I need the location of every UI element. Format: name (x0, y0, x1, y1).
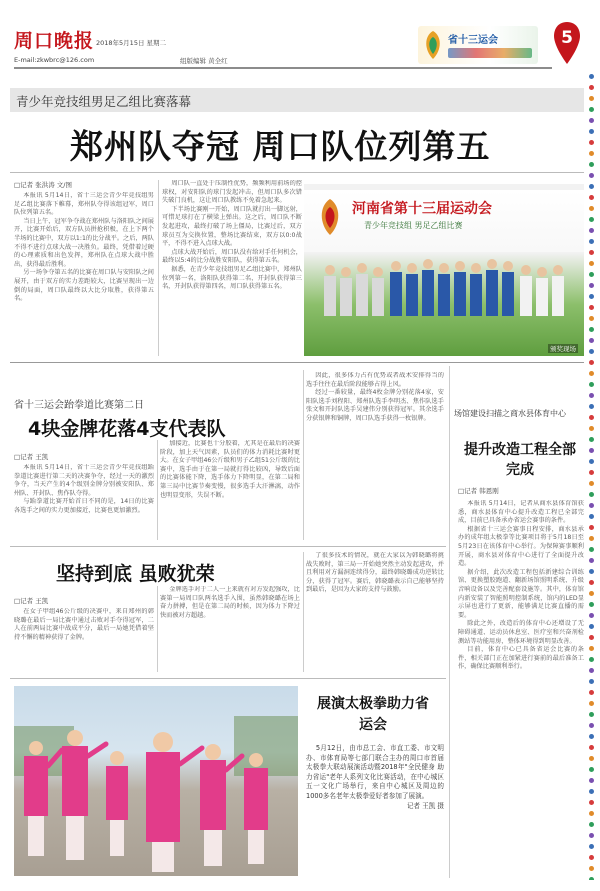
side-dot (589, 613, 594, 618)
story2-kicker: 省十三运会跆拳道比赛第二日 (14, 400, 144, 411)
side-dot (589, 734, 594, 739)
side-dot (589, 877, 594, 880)
story4-body (458, 500, 584, 874)
side-dot (589, 162, 594, 167)
side-dot (589, 415, 594, 420)
side-dot (589, 426, 594, 431)
side-dot (589, 459, 594, 464)
story4-p5: 目前，体育中心已具备省运会比赛的条件，相关部门正在加紧进行赛前的最后准备工作，确保比赛顺利举行。 (458, 646, 584, 671)
side-dot (589, 624, 594, 629)
side-dot (589, 360, 594, 365)
story4-p2: 根据省十三运会赛事日程安排，商水县承办的成年组太极拳等比赛项目将于5月18日至5月23日在该体育中心举行。为保障赛事顺利开展，商水县对体育中心进行了全面提升改造。 (458, 525, 584, 568)
side-dot (589, 316, 594, 321)
side-dot (589, 371, 594, 376)
side-dot (589, 602, 594, 607)
side-dot (589, 569, 594, 574)
side-dots (586, 70, 598, 880)
side-dot (589, 404, 594, 409)
side-dot (589, 855, 594, 860)
story3-byline: □记者 王凯 (14, 597, 49, 605)
side-dot (589, 525, 594, 530)
masthead (0, 0, 585, 70)
story5-byline: 记者 王凯 摄 (406, 801, 444, 810)
masthead-rule (14, 67, 552, 69)
story2-col3-p1: 因此，很多体力占有优势或者战术安排得当的选手往往在最后阶段能够占得上风。 (306, 372, 444, 388)
story1-kicker: 青少年竞技组男足乙组比赛落幕 (16, 94, 192, 109)
story1-photo-caption: 颁奖现场 (550, 345, 576, 353)
award-banner-title: 河南省第十三届运动会 (352, 201, 492, 217)
story1-col2 (162, 180, 302, 356)
side-dot (589, 492, 594, 497)
story4-p4: 除此之外，改造后的体育中心还增设了无障碍通道、运动员休息室、医疗室和兴奋剂检测站等功能用房，整体环境得到明显改善。 (458, 620, 584, 645)
side-dot (589, 657, 594, 662)
story5-p1: 5月12日，由市总工会、市直工委、市文明办、市体育局等七部门联合主办的周口市首届太极拳大联动展演活动暨2018年"全民健身 助力省运"老年人系列文化比赛活动，在中心城区五一文化广场举行，来自中心城区及周边的1000多名老年太极拳爱好者参加了展演。 (306, 744, 444, 800)
story1-rule (10, 172, 584, 173)
story4-p1: 本报讯 5月14日，记者从商水县体育馆获悉，商水县体育中心提升改造工程已全部完成，目前已具备承办省运会赛事的条件。 (458, 500, 584, 525)
games-banner (418, 26, 538, 64)
side-dot (589, 789, 594, 794)
side-dot (589, 107, 594, 112)
side-dot (589, 503, 594, 508)
side-dot (589, 866, 594, 871)
story1-col1 (14, 192, 154, 356)
story1-headline: 郑州队夺冠 周口队位列第五 (70, 127, 491, 166)
side-dot (589, 778, 594, 783)
story3-divider-2 (303, 552, 304, 672)
story5-top-rule (10, 678, 446, 679)
side-dot (589, 74, 594, 79)
games-banner-strip (448, 48, 532, 58)
side-dot (589, 96, 594, 101)
story2-divider-2 (303, 370, 304, 540)
side-dot (589, 844, 594, 849)
story5-body (306, 744, 444, 876)
side-dot (589, 349, 594, 354)
story3-divider-1 (157, 586, 158, 672)
side-dot (589, 470, 594, 475)
story1-col1-p1: 本报讯 5月14日，省十三运会青少年竞技组男足乙组比赛落下帷幕，郑州队夺得该组冠军，周口队位列第五名。 (14, 192, 154, 217)
side-dot (589, 206, 594, 211)
story2-col2-p1: 加接近，比赛也十分胶着，尤其是在最后的决赛阶段，加上天气因素，队员们的体力消耗比赛时更大。在女子甲组46公斤级和男子乙组51公斤级的比赛中，选手由于在第一局就打得比较凶，导致后面的比赛体能下降，选手体力下降明显，在第二局和第三局中比赛节奏变慢，很多选手大汗淋漓，动作也明显变形，失误不断。 (160, 440, 300, 499)
story2-headline: 4块金牌花落4支代表队 (28, 418, 226, 440)
award-banner-sub: 青少年竞技组 男足乙组比赛 (364, 221, 463, 230)
taichi-photo (14, 686, 298, 876)
side-dot (589, 811, 594, 816)
side-dot (589, 327, 594, 332)
story1-bottom-rule (10, 362, 584, 363)
story1-col-divider (158, 180, 159, 356)
side-dot (589, 239, 594, 244)
masthead-logo: 周口晚报 (14, 30, 95, 52)
side-dot (589, 250, 594, 255)
side-dot (589, 756, 594, 761)
story2-divider-1 (157, 440, 158, 540)
side-dot (589, 382, 594, 387)
side-dot (589, 723, 594, 728)
side-dot (589, 547, 594, 552)
side-dot (589, 272, 594, 277)
story1-kicker-bar (10, 88, 584, 112)
side-dot (589, 338, 594, 343)
page-number: 5 (561, 28, 573, 48)
side-dot (589, 294, 594, 299)
side-dot (589, 536, 594, 541)
side-dot (589, 448, 594, 453)
right-column-divider (449, 366, 450, 878)
side-dot (589, 514, 594, 519)
side-dot (589, 283, 594, 288)
story2-col3 (306, 372, 444, 540)
story1-col1-p3: 另一场争夺第五名的比赛在周口队与安阳队之间展开，由于双方的实力差距较大，比赛呈现出一边倒的局面，周口队最终以大比分取胜，获得第五名。 (14, 269, 154, 303)
side-dot (589, 151, 594, 156)
story4-kicker: 场馆建设扫描之商水县体育中心 (454, 409, 566, 418)
story1-byline: □记者 张洪涛 文/图 (14, 181, 72, 189)
taichi-performers (14, 686, 298, 876)
side-dot (589, 173, 594, 178)
story1-col1-p2: 当日上午，冠军争夺战在郑州队与洛阳队之间展开，比赛开始后，双方队员拼抢积极，在上下两个半场的比赛中，双方以1:1的比分战平。之后，两队不得不进行点球大战一决胜负。最终，凭借着过硬的心理素质和出色发挥，郑州队在点球大战中胜出，获得最后胜利。 (14, 217, 154, 268)
side-dot (589, 701, 594, 706)
side-dot (589, 305, 594, 310)
games-emblem-icon (420, 28, 446, 62)
side-dot (589, 393, 594, 398)
side-dot (589, 646, 594, 651)
side-dot (589, 712, 594, 717)
team-players (324, 256, 574, 326)
story3-col2-p1: 金牌选手对于二人一上来就有对方发起强攻，比赛第一局周口队两名选手入围，虽然韩晓璐在场上奋力拼搏，但是在第二局的时候，因为体力下降过快而被对方超越。 (160, 586, 300, 619)
side-dot (589, 668, 594, 673)
side-dot (589, 140, 594, 145)
side-dot (589, 228, 594, 233)
story2-col1-p2: 与跆拳道比赛开始首日不同的是，14日的比赛各选手之间的实力更加接近，比赛也更加激烈。 (14, 498, 154, 514)
side-dot (589, 833, 594, 838)
award-banner (304, 190, 584, 252)
side-dot (589, 558, 594, 563)
side-dot (589, 635, 594, 640)
story4-byline: □记者 韩恩刚 (458, 487, 499, 495)
story3-col2 (160, 586, 300, 672)
side-dot (589, 195, 594, 200)
story3-col3-p1: 了很多技术的情况，就在大家以为韩晓璐将挑战失败时，第三局一开始她突然主动发起进攻，并且利用对方漏洞连续得分，最终韩晓璐成功逆转比分，获得了冠军。赛后，韩晓璐表示自己能够坚持到最后，是因为大家的支持与鼓励。 (306, 552, 444, 594)
side-dot (589, 767, 594, 772)
masthead-email: E-mail:zkwbrc@126.com (14, 56, 95, 64)
games-logo-icon (314, 196, 346, 238)
story4-headline: 提升改造工程全部完成 (464, 442, 576, 478)
story1-col2-p1: 周口队一直处于压制性优势，频频利用前场的控球权，对安阳队的球门发起冲击，但周口队多次错失破门良机，这让周口队教练不免着急起来。 (162, 180, 302, 205)
side-dot (589, 580, 594, 585)
story2-col2 (160, 440, 300, 540)
games-banner-text: 省十三运会 (448, 35, 498, 46)
story1-col2-p3: 点球大战开始后，周口队没有给对手任何机会，最终以5:4的比分战胜安阳队，获得第五名。 (162, 248, 302, 265)
story2-byline: □记者 王凯 (14, 453, 49, 461)
masthead-editor: 组版编辑 黄全红 (180, 57, 228, 65)
story1-photo (304, 184, 584, 356)
story3-col1 (14, 608, 154, 672)
side-dot (589, 184, 594, 189)
side-dot (589, 800, 594, 805)
side-dot (589, 437, 594, 442)
side-dot (589, 591, 594, 596)
side-dot (589, 261, 594, 266)
story4-p3: 据介绍，此次改造工程包括新建综合训练馆、更换塑胶跑道、翻新场馆照明系统、升级音响设备以及完善配套设施等。其中，体育馆内新安装了智能照明控制系统，馆内的LED显示屏也进行了更新，能够满足比赛直播的需要。 (458, 568, 584, 619)
story3-headline: 坚持到底 虽败犹荣 (56, 563, 215, 585)
side-dot (589, 822, 594, 827)
story2-bottom-rule (10, 546, 446, 547)
side-dot (589, 690, 594, 695)
story3-col1-p1: 在女子甲组46公斤级的决赛中，来自郑州的韩晓璐在最后一局比赛中通过击败对手夺得冠军，二人在前两局比赛中战成平分，最后一局她凭借着坚持不懈的精神获得了金牌。 (14, 608, 154, 641)
side-dot (589, 129, 594, 134)
story1-col2-p4: 据悉，在青少年竞技组男足乙组比赛中，郑州队位列第一名，洛阳队获得第二名，开封队获得第三名，开封队获得第四名，周口队获得第五名。 (162, 265, 302, 291)
masthead-date: 2018年5月15日 星期二 (96, 39, 167, 47)
story3-col3 (306, 552, 444, 672)
story5-headline: 展演太极拳助力省运会 (317, 696, 429, 733)
side-dot (589, 85, 594, 90)
story2-col1-p1: 本报讯 5月14日，省十三运会青少年竞技组跆拳道比赛进行第二天的决赛争夺，经过一天的激烈争夺，当天产生的4个级别金牌分别被安阳队、郑州队、开封队、焦作队夺得。 (14, 464, 154, 497)
side-dot (589, 481, 594, 486)
story2-col3-p2: 经过一番较量，最终4枚金牌分别花落4家，安阳队选手刘程阳、郑州队选手李明杰、焦作队选手张文和开封队选手吴建伟分别获得冠军。其余选手分获银牌和铜牌，周口队选手获得一枚银牌。 (306, 389, 444, 422)
side-dot (589, 217, 594, 222)
players-illustration (324, 256, 574, 326)
side-dot (589, 679, 594, 684)
story2-col1 (14, 464, 154, 540)
side-dot (589, 745, 594, 750)
side-dot (589, 118, 594, 123)
story1-col2-p2: 下半场比赛刚一开始，周口队就打出一脚远射，可惜足球打在了横梁上弹出。这之后，周口队不断发起进攻，最终打破了场上僵局，比赛过后，双方球员互为交换位置，整场比赛结束，双方以0:0战平，不得不进入点球大战。 (162, 205, 302, 248)
